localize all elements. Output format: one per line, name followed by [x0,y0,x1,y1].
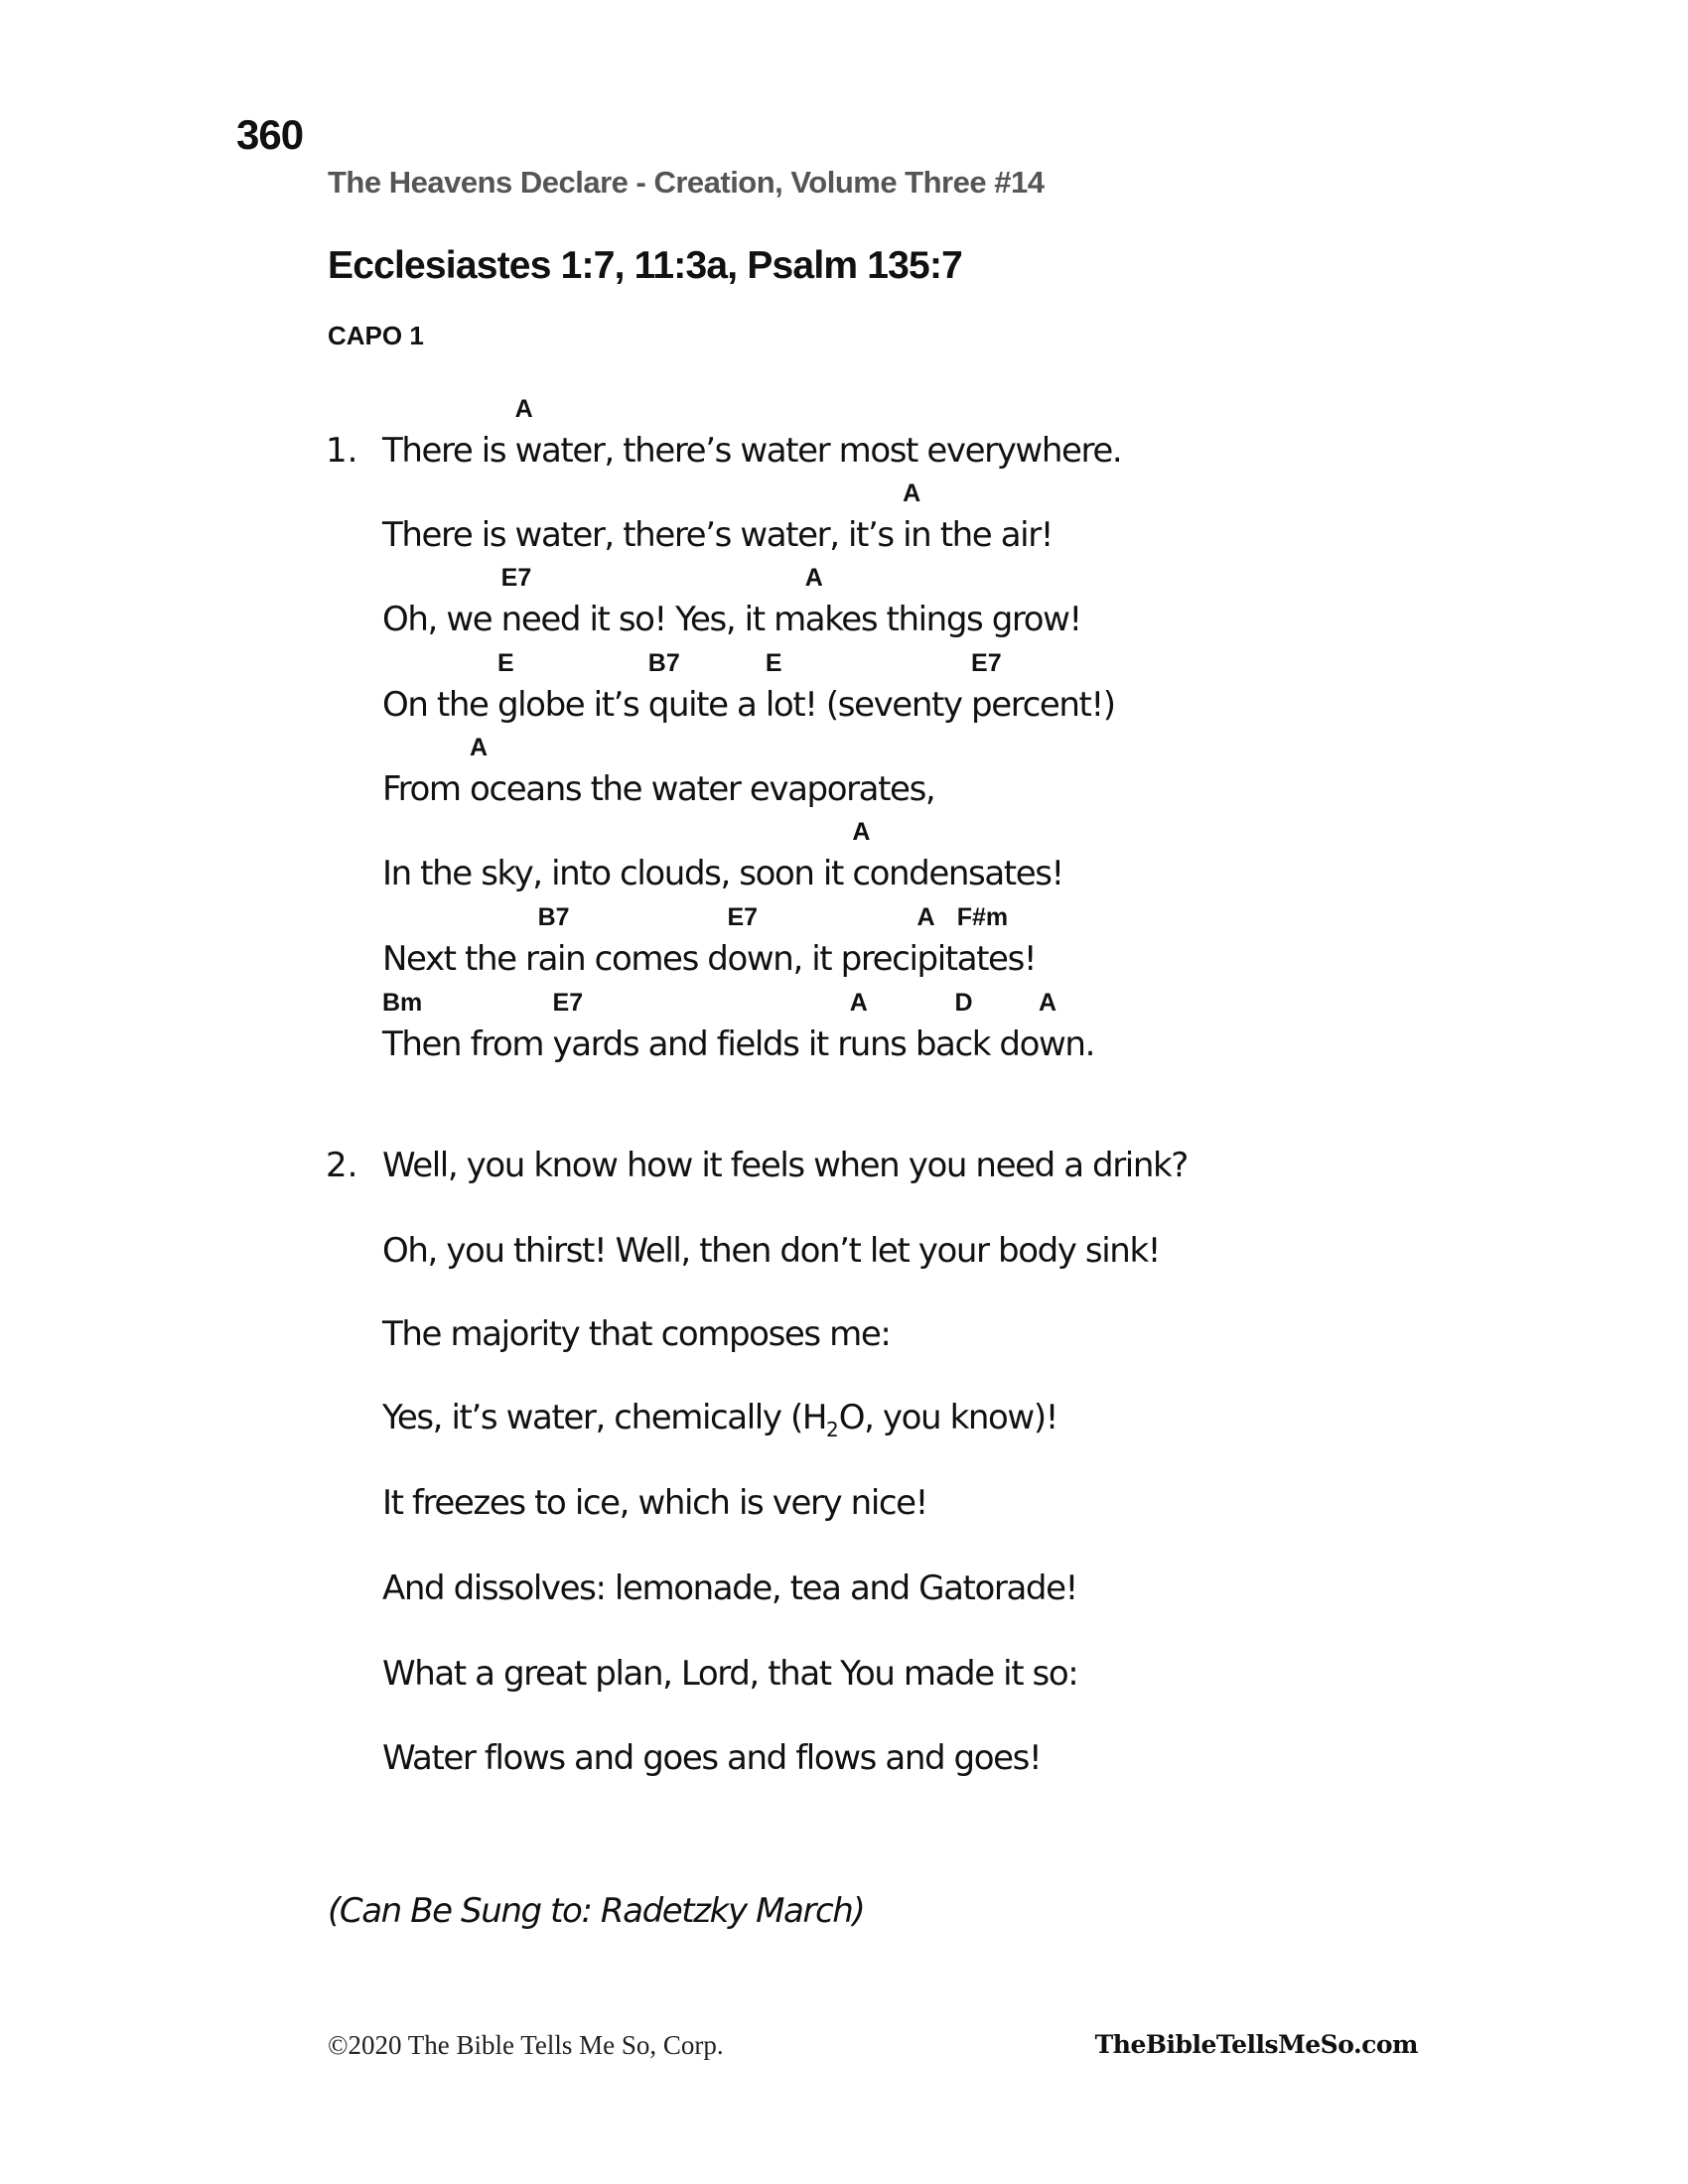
chord: B7 [537,903,570,931]
lyric-segment: In the sky, into clouds, soon it [382,854,853,893]
lyric-segment: pit [916,939,957,979]
lyric-segment: O, you know)! [838,1398,1057,1437]
lyric-line [382,818,1063,893]
tune-note: (Can Be Sung to: Radetzky March) [328,1891,865,1931]
lyric-line [382,734,935,809]
chord: A [916,903,935,931]
chord: A [1039,989,1057,1017]
lyric-line: Oh, you thirst! Well, then don’t let your body sink! [382,1231,1160,1271]
chord: E [765,649,782,677]
lyric-segment: uns ba [849,1024,955,1064]
chord: A [849,989,868,1017]
verse-number: 1. [326,431,358,471]
lyric-segment: condensates! [852,854,1063,893]
lyric-segment: akes things grow! [804,600,1081,639]
lyric-segment: lot! (seventy [765,685,972,725]
lyric-segment: ain comes d [537,939,728,979]
song-subtitle: The Heavens Declare - Creation, Volume Three #14 [328,165,1045,200]
lyric-segment: need it so! Yes, it m [500,600,805,639]
website-link[interactable]: TheBibleTellsMeSo.com [1094,2030,1418,2059]
lyric-line: And dissolves: lemonade, tea and Gatorade! [382,1569,1077,1608]
lyric-segment: ates! [956,939,1037,979]
capo-instruction: CAPO 1 [328,321,424,350]
chord: F#m [956,903,1009,931]
lyric-segment: water, there’s water most everywhere. [514,431,1122,471]
lyric-segment: On the [382,685,497,725]
chord: A [903,479,921,507]
lyric-segment: in the air! [903,515,1054,555]
lyric-line [382,649,1115,725]
lyric-line [382,564,1081,639]
lyric-segment: Next the r [382,939,538,979]
lyric-segment: wn. [1039,1024,1094,1064]
lyric-segment: own, it preci [727,939,917,979]
chord: E7 [500,564,532,592]
scripture-reference: Ecclesiastes 1:7, 11:3a, Psalm 135:7 [328,244,963,287]
lyric-segment: oceans the water evaporates, [470,769,935,809]
lyric-segment: percent!) [971,685,1115,725]
chord: A [804,564,823,592]
chord: D [954,989,973,1017]
chord: E7 [971,649,1002,677]
lyric-segment: Then from [382,1024,553,1064]
lyric-line [382,479,1054,555]
chord: E7 [727,903,759,931]
lyric-segment: ck do [954,1024,1040,1064]
subscript: 2 [826,1418,839,1441]
lyric-line: It freezes to ice, which is very nice! [382,1483,927,1523]
lyric-segment: Oh, we [382,600,501,639]
chord: B7 [647,649,680,677]
chord: A [852,818,871,846]
lyric-line: What a great plan, Lord, that You made it so: [382,1654,1078,1694]
lyric-line [382,395,1122,471]
lyric-segment: From [382,769,471,809]
chord: E7 [552,989,584,1017]
lyric-line [382,1398,1057,1441]
chord: E [496,649,514,677]
lyric-line: The majority that composes me: [382,1314,891,1354]
lyric-line: Water flows and goes and flows and goes! [382,1738,1042,1778]
lyric-segment: quite a [647,685,766,725]
lyric-segment: Yes, it’s water, chemically (H [382,1398,826,1437]
chord: Bm [382,989,423,1017]
lyric-segment: There is [382,431,515,471]
page-number: 360 [236,111,304,158]
lyric-segment: yards and fields it r [552,1024,850,1064]
chord: A [470,734,489,761]
lyric-segment: There is water, there’s water, it’s [382,515,904,555]
verse-number: 2. [326,1146,358,1185]
lyric-line [382,903,1037,979]
lyric-line: Well, you know how it feels when you need a drink? [382,1146,1188,1185]
lyric-line [382,989,1094,1064]
chord: A [514,395,533,423]
copyright: ©2020 The Bible Tells Me So, Corp. [328,2030,724,2060]
lyric-segment: globe it’s [496,685,648,725]
